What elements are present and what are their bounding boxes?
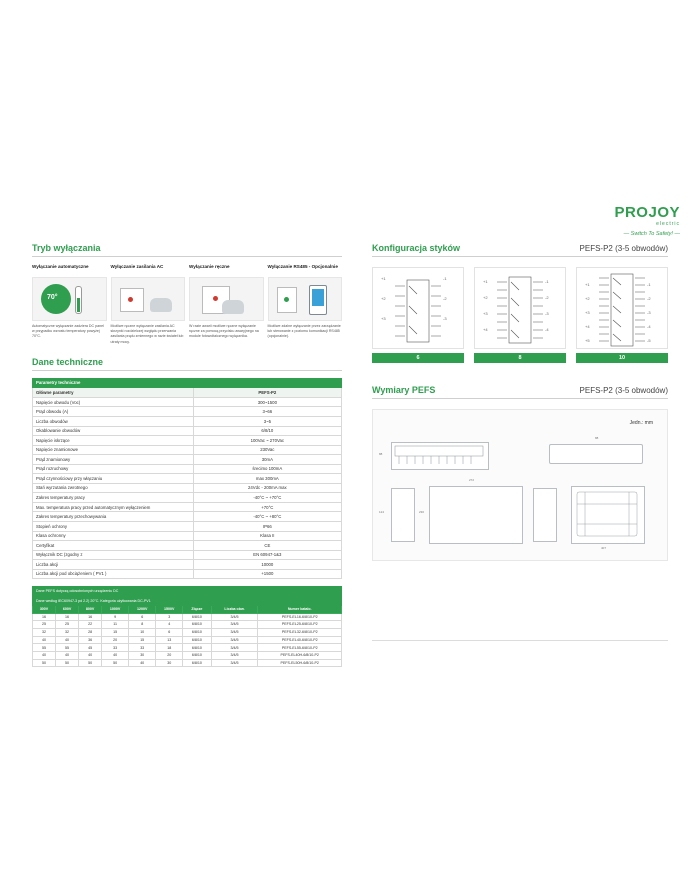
divider [372, 398, 668, 399]
table-row [33, 397, 342, 407]
matrix-cell: PEFS-EL55-6/8/10-P2 [258, 644, 342, 652]
drawing-top-view [429, 486, 523, 544]
mode-title: Wyłączanie zasilania AC [110, 264, 164, 269]
spec-label: Prąd rozruchowy [33, 464, 194, 474]
left-column [32, 243, 342, 667]
pin-label: +3 [483, 311, 488, 316]
spec-label: Napięcie obwodu (Voc) [33, 397, 194, 407]
matrix-cell: 45 [79, 644, 102, 652]
spec-value: 230Vac [193, 445, 341, 455]
pin-label: +1 [381, 276, 386, 281]
spec-value: 24Vdc - 200mA max [193, 483, 341, 493]
matrix-cell: 55 [56, 644, 79, 652]
matrix-column-header: 600V [56, 605, 79, 613]
technical-specs-table [32, 378, 342, 579]
matrix-cell: 22 [79, 621, 102, 629]
matrix-cell: 10 [129, 628, 156, 636]
spec-value: -40°C ~ +80°C [193, 512, 341, 522]
divider [32, 256, 342, 257]
matrix-cell: 16 [79, 613, 102, 621]
matrix-note-row [33, 587, 342, 596]
matrix-cell: 50 [102, 659, 129, 667]
matrix-cell: 18 [156, 644, 183, 652]
manual-push-button-icon [189, 277, 264, 321]
matrix-cell: 15 [129, 636, 156, 644]
spec-value: 30mA [193, 455, 341, 465]
matrix-cell: 16 [33, 613, 56, 621]
mode-title: Wyłączanie RS485 - Opcjonalnie [267, 264, 338, 269]
matrix-cell: 3/4/5 [211, 652, 258, 660]
matrix-note-row [33, 596, 342, 605]
spec-label: Stań wyrzutania zwrotnego [33, 483, 194, 493]
spec-label: Max. temperatura pracy przed automatycznym wyłączeniem [33, 502, 194, 512]
matrix-cell: 6/8/10 [183, 652, 211, 660]
matrix-cell: 15 [102, 628, 129, 636]
pin-label: -1 [647, 282, 651, 287]
table-row [33, 531, 342, 541]
dimensions-section-title: Wymiary PEFS [372, 385, 436, 395]
pin-label: -4 [647, 324, 651, 329]
spec-label: Liczba akcji [33, 560, 194, 570]
matrix-cell: 6/8/10 [183, 644, 211, 652]
mode-description: Możliwe zdalne wyłączanie przez zarządzanie lub sterowanie z poziomu komunikacji RS485 (opcjonalnie). [267, 324, 341, 339]
table-row [33, 426, 342, 436]
contact-diagram [372, 267, 464, 349]
matrix-cell: 6 [156, 628, 183, 636]
table-row [33, 407, 342, 417]
pin-label: +3 [381, 316, 386, 321]
spec-label: Zakres temperatury przechowywania [33, 512, 194, 522]
matrix-cell: 6/8/10 [183, 636, 211, 644]
pin-label: -1 [545, 279, 549, 284]
matrix-column-header: 300V [33, 605, 56, 613]
table-row [33, 541, 342, 551]
matrix-column-header: Numer katalo. [258, 605, 342, 613]
matrix-cell: 3/4/5 [211, 628, 258, 636]
matrix-cell: 40 [56, 652, 79, 660]
matrix-column-header: 1200V [129, 605, 156, 613]
contacts-section-title: Konfiguracja styków [372, 243, 461, 253]
matrix-cell: 3/4/5 [211, 644, 258, 652]
matrix-cell: 33 [102, 644, 129, 652]
spec-label: Okablowanie obwodów [33, 426, 194, 436]
table-row [33, 493, 342, 503]
mode-card [189, 264, 264, 345]
contact-count-label: 10 [576, 353, 668, 363]
matrix-row [33, 613, 342, 621]
dimension-label: 407 [601, 546, 607, 550]
right-column [372, 243, 668, 561]
contacts-model: PEFS-P2 (3-5 obwodów) [579, 244, 668, 253]
matrix-cell: 3/4/5 [211, 636, 258, 644]
mode-card [32, 264, 107, 345]
spec-value: -40°C ~ +70°C [193, 493, 341, 503]
thermostat-dial-icon [32, 277, 107, 321]
matrix-cell: 6/8/10 [183, 628, 211, 636]
mode-title: Wyłączanie ręczne [189, 264, 230, 269]
spec-value: +1500 [193, 569, 341, 579]
spec-value: 100Vac ~ 270Vac [193, 436, 341, 446]
spec-value: 6/8/10 [193, 426, 341, 436]
spec-value: 300~1500 [193, 397, 341, 407]
pin-label: +3 [585, 310, 590, 315]
mode-description: Automatyczne wyłączanie zadziera DC panel w przypadku wzrostu temperatury powyżej 70°C. [32, 324, 104, 339]
matrix-cell: 25 [56, 621, 79, 629]
spec-label: Liczba akcji pod obciążeniem ( PV1 ) [33, 569, 194, 579]
matrix-cell: PEFS-EL16-6/8/10-P2 [258, 613, 342, 621]
spec-label: Wyłącznik DC (zgodny z [33, 550, 194, 560]
contact-configurations [372, 267, 668, 363]
pin-label: -2 [545, 295, 549, 300]
table-row [33, 550, 342, 560]
pin-label: -3 [443, 316, 447, 321]
spec-label: Klasa ochronny [33, 531, 194, 541]
matrix-cell: 50 [79, 659, 102, 667]
matrix-row [33, 652, 342, 660]
table-header-row [33, 378, 342, 388]
matrix-cell: 4 [156, 621, 183, 629]
spec-label: Stopień ochrony [33, 522, 194, 532]
spec-value: 3~5 [193, 417, 341, 427]
spec-label: Prąd czynnościowy przy włączaniu [33, 474, 194, 484]
matrix-row [33, 628, 342, 636]
matrix-cell: 11 [102, 621, 129, 629]
matrix-cell: 28 [79, 628, 102, 636]
smartphone-rs485-icon [268, 277, 343, 321]
matrix-cell: PEFS-EL50H-6/8/10-P2 [258, 659, 342, 667]
pin-label: +4 [585, 324, 590, 329]
matrix-cell: 55 [33, 644, 56, 652]
matrix-cell: 3/4/5 [211, 613, 258, 621]
contacts-header [372, 243, 668, 253]
matrix-cell: 20 [156, 652, 183, 660]
table-row [33, 445, 342, 455]
matrix-cell: 3/4/5 [211, 621, 258, 629]
matrix-cell: 40 [102, 652, 129, 660]
spec-value: +70°C [193, 502, 341, 512]
pin-label: +2 [585, 296, 590, 301]
table-row [33, 483, 342, 493]
contact-card [576, 267, 668, 363]
table-row [33, 522, 342, 532]
matrix-column-header: Liczba obw. [211, 605, 258, 613]
matrix-header-row [33, 605, 342, 613]
brand-subtitle: electric [656, 221, 680, 227]
matrix-cell: 50 [33, 659, 56, 667]
table-row [33, 474, 342, 484]
matrix-cell: PEFS-EL40H-6/8/10-P2 [258, 652, 342, 660]
matrix-cell: 9 [102, 613, 129, 621]
matrix-cell: 40 [33, 636, 56, 644]
matrix-cell: PEFS-EL25-6/8/10-P2 [258, 621, 342, 629]
rear-view-detail [571, 486, 643, 542]
matrix-cell: 33 [129, 644, 156, 652]
dimensions-model: PEFS-P2 (3-5 obwodów) [579, 386, 668, 395]
matrix-cell: 40 [129, 659, 156, 667]
matrix-cell: 20 [102, 636, 129, 644]
pin-label: -4 [545, 327, 549, 332]
spec-value: Klasa II [193, 531, 341, 541]
matrix-cell: PEFS-EL40-6/8/10-P2 [258, 636, 342, 644]
drawing-right-profile [533, 488, 557, 542]
table-row [33, 464, 342, 474]
table-row [33, 560, 342, 570]
pin-label: -3 [647, 310, 651, 315]
spec-value: max 300mA [193, 474, 341, 484]
matrix-cell: 3/4/5 [211, 659, 258, 667]
spec-value: CE [193, 541, 341, 551]
contact-card [474, 267, 566, 363]
pin-label: -2 [443, 296, 447, 301]
matrix-cell: 13 [156, 636, 183, 644]
pin-label: -5 [647, 338, 651, 343]
pin-label: +2 [381, 296, 386, 301]
matrix-cell: PEFS-EL32-6/8/10-P2 [258, 628, 342, 636]
dimensions-header [372, 385, 668, 395]
spec-label: Prąd znamionowy [33, 455, 194, 465]
matrix-cell: 50 [56, 659, 79, 667]
matrix-cell: 6/8/10 [183, 659, 211, 667]
drawing-side-view [549, 444, 643, 464]
contact-card [372, 267, 464, 363]
matrix-cell: 6/8/10 [183, 613, 211, 621]
switching-section-title: Tryb wyłączania [32, 243, 101, 253]
brand-logo [600, 205, 680, 237]
dimension-label: 88 [379, 452, 383, 456]
table-row [33, 436, 342, 446]
matrix-cell: 40 [33, 652, 56, 660]
ac-power-switch-icon [111, 277, 186, 321]
mode-card [268, 264, 343, 345]
spec-label: Prąd obwodu (A) [33, 407, 194, 417]
dimension-label: 88 [595, 436, 599, 440]
matrix-cell: 30 [156, 659, 183, 667]
drawing-left-profile [391, 488, 415, 542]
table-row [33, 417, 342, 427]
contact-diagram [576, 267, 668, 349]
spec-value: IP66 [193, 522, 341, 532]
dimension-label: 124 [379, 510, 385, 514]
pin-label: +2 [483, 295, 488, 300]
spec-label: Certyfikat [33, 541, 194, 551]
front-view-detail [391, 442, 487, 468]
table-row [33, 455, 342, 465]
footer-divider [372, 640, 668, 641]
matrix-note-2: Dane według IEC60947-3 pd 2.2) 20°C. Kategoria użytkowania DC-PV1 [33, 596, 342, 605]
pin-label: +4 [483, 327, 488, 332]
current-rating-matrix [32, 586, 342, 667]
matrix-cell: 32 [56, 628, 79, 636]
matrix-cell: 6/8/10 [183, 621, 211, 629]
spec-label: Zakres temperatury pracy [33, 493, 194, 503]
matrix-row [33, 621, 342, 629]
matrix-cell: 40 [79, 652, 102, 660]
dimension-label: 272 [469, 478, 475, 482]
spec-value: 10000 [193, 560, 341, 570]
matrix-cell: 3 [156, 613, 183, 621]
pin-label: +1 [483, 279, 488, 284]
matrix-cell: 25 [33, 621, 56, 629]
brand-name: PROJOY [614, 204, 680, 221]
contact-diagram [474, 267, 566, 349]
switching-modes [32, 264, 342, 345]
matrix-row [33, 659, 342, 667]
matrix-column-header: 1000V [102, 605, 129, 613]
mode-card [111, 264, 186, 345]
mode-description: W razie awarii możliwe ręczne wyłączanie ręczne za pomocą przycisku awaryjnego na module fotowoltaicznego wyłącznika. [189, 324, 259, 339]
divider [372, 256, 668, 257]
specs-subheader-value: PEFS-P2 [193, 388, 341, 398]
specs-header: Parametry techniczne [33, 378, 342, 388]
matrix-row [33, 644, 342, 652]
table-subheader-row [33, 388, 342, 398]
pin-label: -1 [443, 276, 447, 281]
specs-subheader-label: Główne parametry [33, 388, 194, 398]
mode-title: Wyłączanie automatyczne [32, 264, 89, 269]
dimensions-drawings [372, 409, 668, 561]
spec-value: EN 60947-1&3 [193, 550, 341, 560]
contact-count-label: 6 [372, 353, 464, 363]
spec-label: Liczba obwodów [33, 417, 194, 427]
dimensions-unit: Jedn.: mm [629, 420, 653, 426]
matrix-column-header: 1500V [156, 605, 183, 613]
matrix-cell: 6 [129, 613, 156, 621]
matrix-note-1: Dane PEFS dotyczą odosobnionych urządzeniu DC [33, 587, 342, 596]
matrix-cell: 36 [79, 636, 102, 644]
divider [32, 370, 342, 371]
spec-label: Napięcie znamionowe [33, 445, 194, 455]
matrix-cell: 8 [129, 621, 156, 629]
table-row [33, 569, 342, 579]
spec-label: Napięcie iskrzące [33, 436, 194, 446]
table-row [33, 512, 342, 522]
matrix-column-header: 800V [79, 605, 102, 613]
pin-label: -2 [647, 296, 651, 301]
contact-count-label: 8 [474, 353, 566, 363]
spec-value: 3~66 [193, 407, 341, 417]
matrix-row [33, 636, 342, 644]
matrix-column-header: Złącze [183, 605, 211, 613]
brand-tagline: — Switch To Safety! — [623, 231, 680, 237]
mode-description: Możliwe ręczne wyłączanie zasilania AC skrzynki rozdzielczej względu przerwania zasilania prądu zmiennego w razie świateł lub utraty mocy. [110, 324, 184, 344]
pin-label: +5 [585, 338, 590, 343]
pin-label: -3 [545, 311, 549, 316]
matrix-cell: 32 [33, 628, 56, 636]
pin-label: +1 [585, 282, 590, 287]
matrix-cell: 30 [129, 652, 156, 660]
specs-section-title: Dane techniczne [32, 356, 104, 367]
spec-value: śrecimo 100mA [193, 464, 341, 474]
matrix-cell: 16 [56, 613, 79, 621]
matrix-cell: 40 [56, 636, 79, 644]
dimension-label: 230 [419, 510, 425, 514]
table-row [33, 502, 342, 512]
